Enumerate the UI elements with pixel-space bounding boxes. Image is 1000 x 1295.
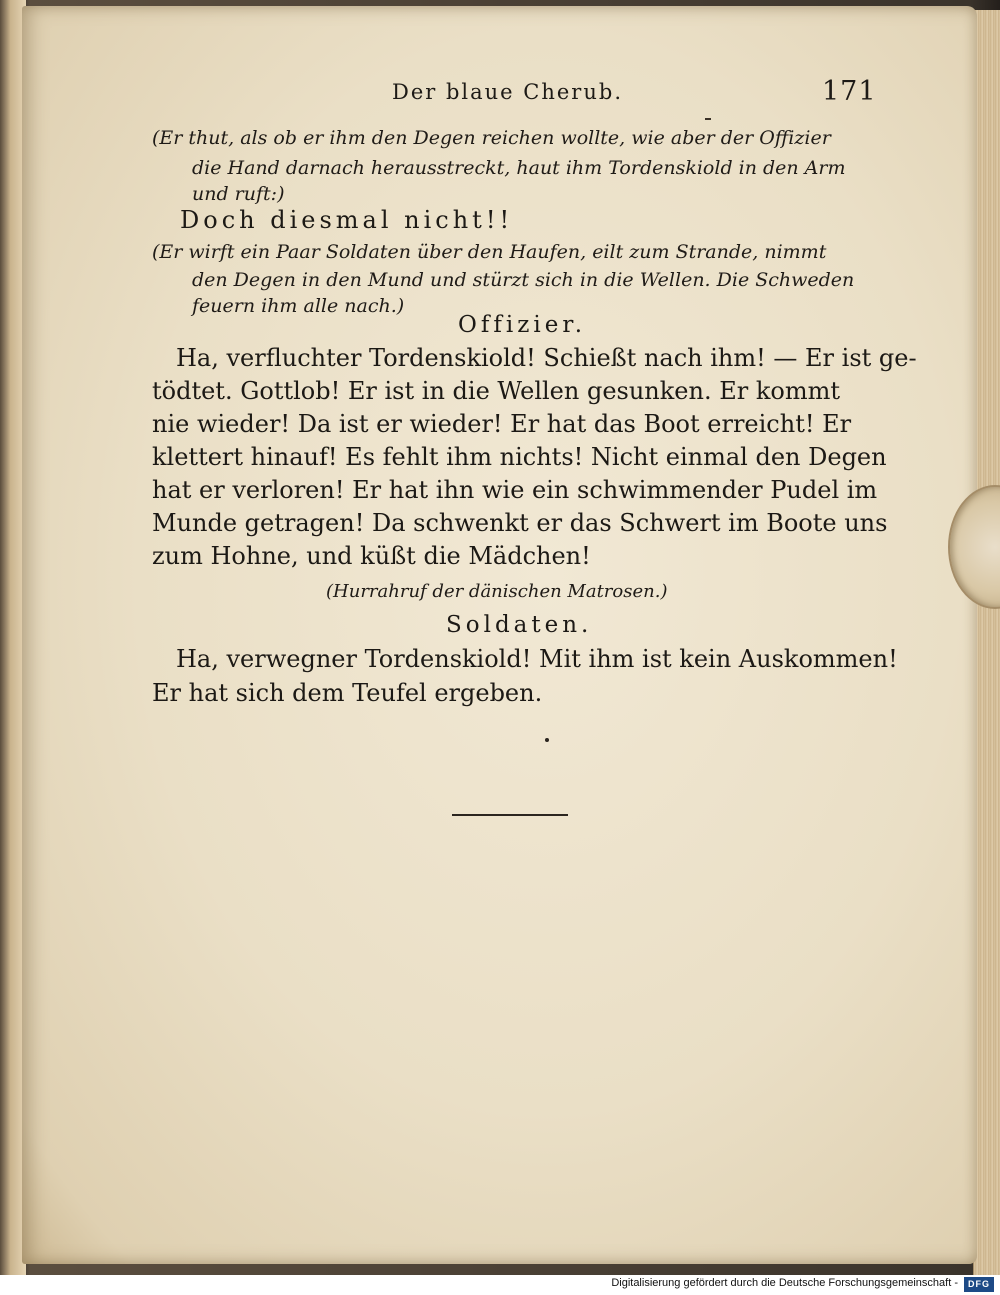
footer-bar xyxy=(0,1275,1000,1295)
speaker-name: Offizier. xyxy=(458,312,587,338)
speech-line: klettert hinauf! Es fehlt ihm nichts! Nicht einmal den Degen xyxy=(152,443,887,471)
stage-direction-line: (Er wirft ein Paar Soldaten über den Haufen, eilt zum Strande, nimmt xyxy=(152,241,827,263)
fore-edge-pages xyxy=(973,10,1000,1275)
running-title: Der blaue Cherub. xyxy=(392,80,623,104)
stage-direction-line: (Hurrahruf der dänischen Matrosen.) xyxy=(326,581,668,602)
speaker-name: Soldaten. xyxy=(446,612,593,638)
dfg-logo: DFG xyxy=(964,1277,994,1292)
stage-direction-line: (Er thut, als ob er ihm den Degen reichen wollte, wie aber der Offizier xyxy=(152,127,831,149)
page-number: 171 xyxy=(822,76,877,107)
speech-line: nie wieder! Da ist er wieder! Er hat das Boot erreicht! Er xyxy=(152,410,852,438)
speech-line: Ha, verfluchter Tordenskiold! Schießt nach ihm! — Er ist ge- xyxy=(176,344,917,372)
speech-line: Munde getragen! Da schwenkt er das Schwert im Boote uns xyxy=(152,509,888,537)
speech-line: Er hat sich dem Teufel ergeben. xyxy=(152,679,543,707)
stage-direction-line: die Hand darnach herausstreckt, haut ihm Tordenskiold in den Arm xyxy=(192,157,846,179)
speech-line: tödtet. Gottlob! Er ist in die Wellen gesunken. Er kommt xyxy=(152,377,840,405)
funding-credit: Digitalisierung gefördert durch die Deutsche Forschungsgemeinschaft - xyxy=(611,1277,958,1289)
stage-direction-line: den Degen in den Mund und stürzt sich in die Wellen. Die Schweden xyxy=(192,269,855,291)
speech-line: Ha, verwegner Tordenskiold! Mit ihm ist kein Auskommen! xyxy=(176,645,898,673)
speech-line: hat er verloren! Er hat ihn wie ein schwimmender Pudel im xyxy=(152,476,878,504)
ink-mark xyxy=(705,118,711,120)
stage-direction-line: und ruft:) xyxy=(192,183,285,205)
exclamation-line: Doch diesmal nicht!! xyxy=(180,206,514,234)
ink-speck xyxy=(545,738,549,742)
stage-direction-line: feuern ihm alle nach.) xyxy=(192,295,405,317)
end-rule xyxy=(452,814,568,816)
speech-line: zum Hohne, und küßt die Mädchen! xyxy=(152,542,591,570)
